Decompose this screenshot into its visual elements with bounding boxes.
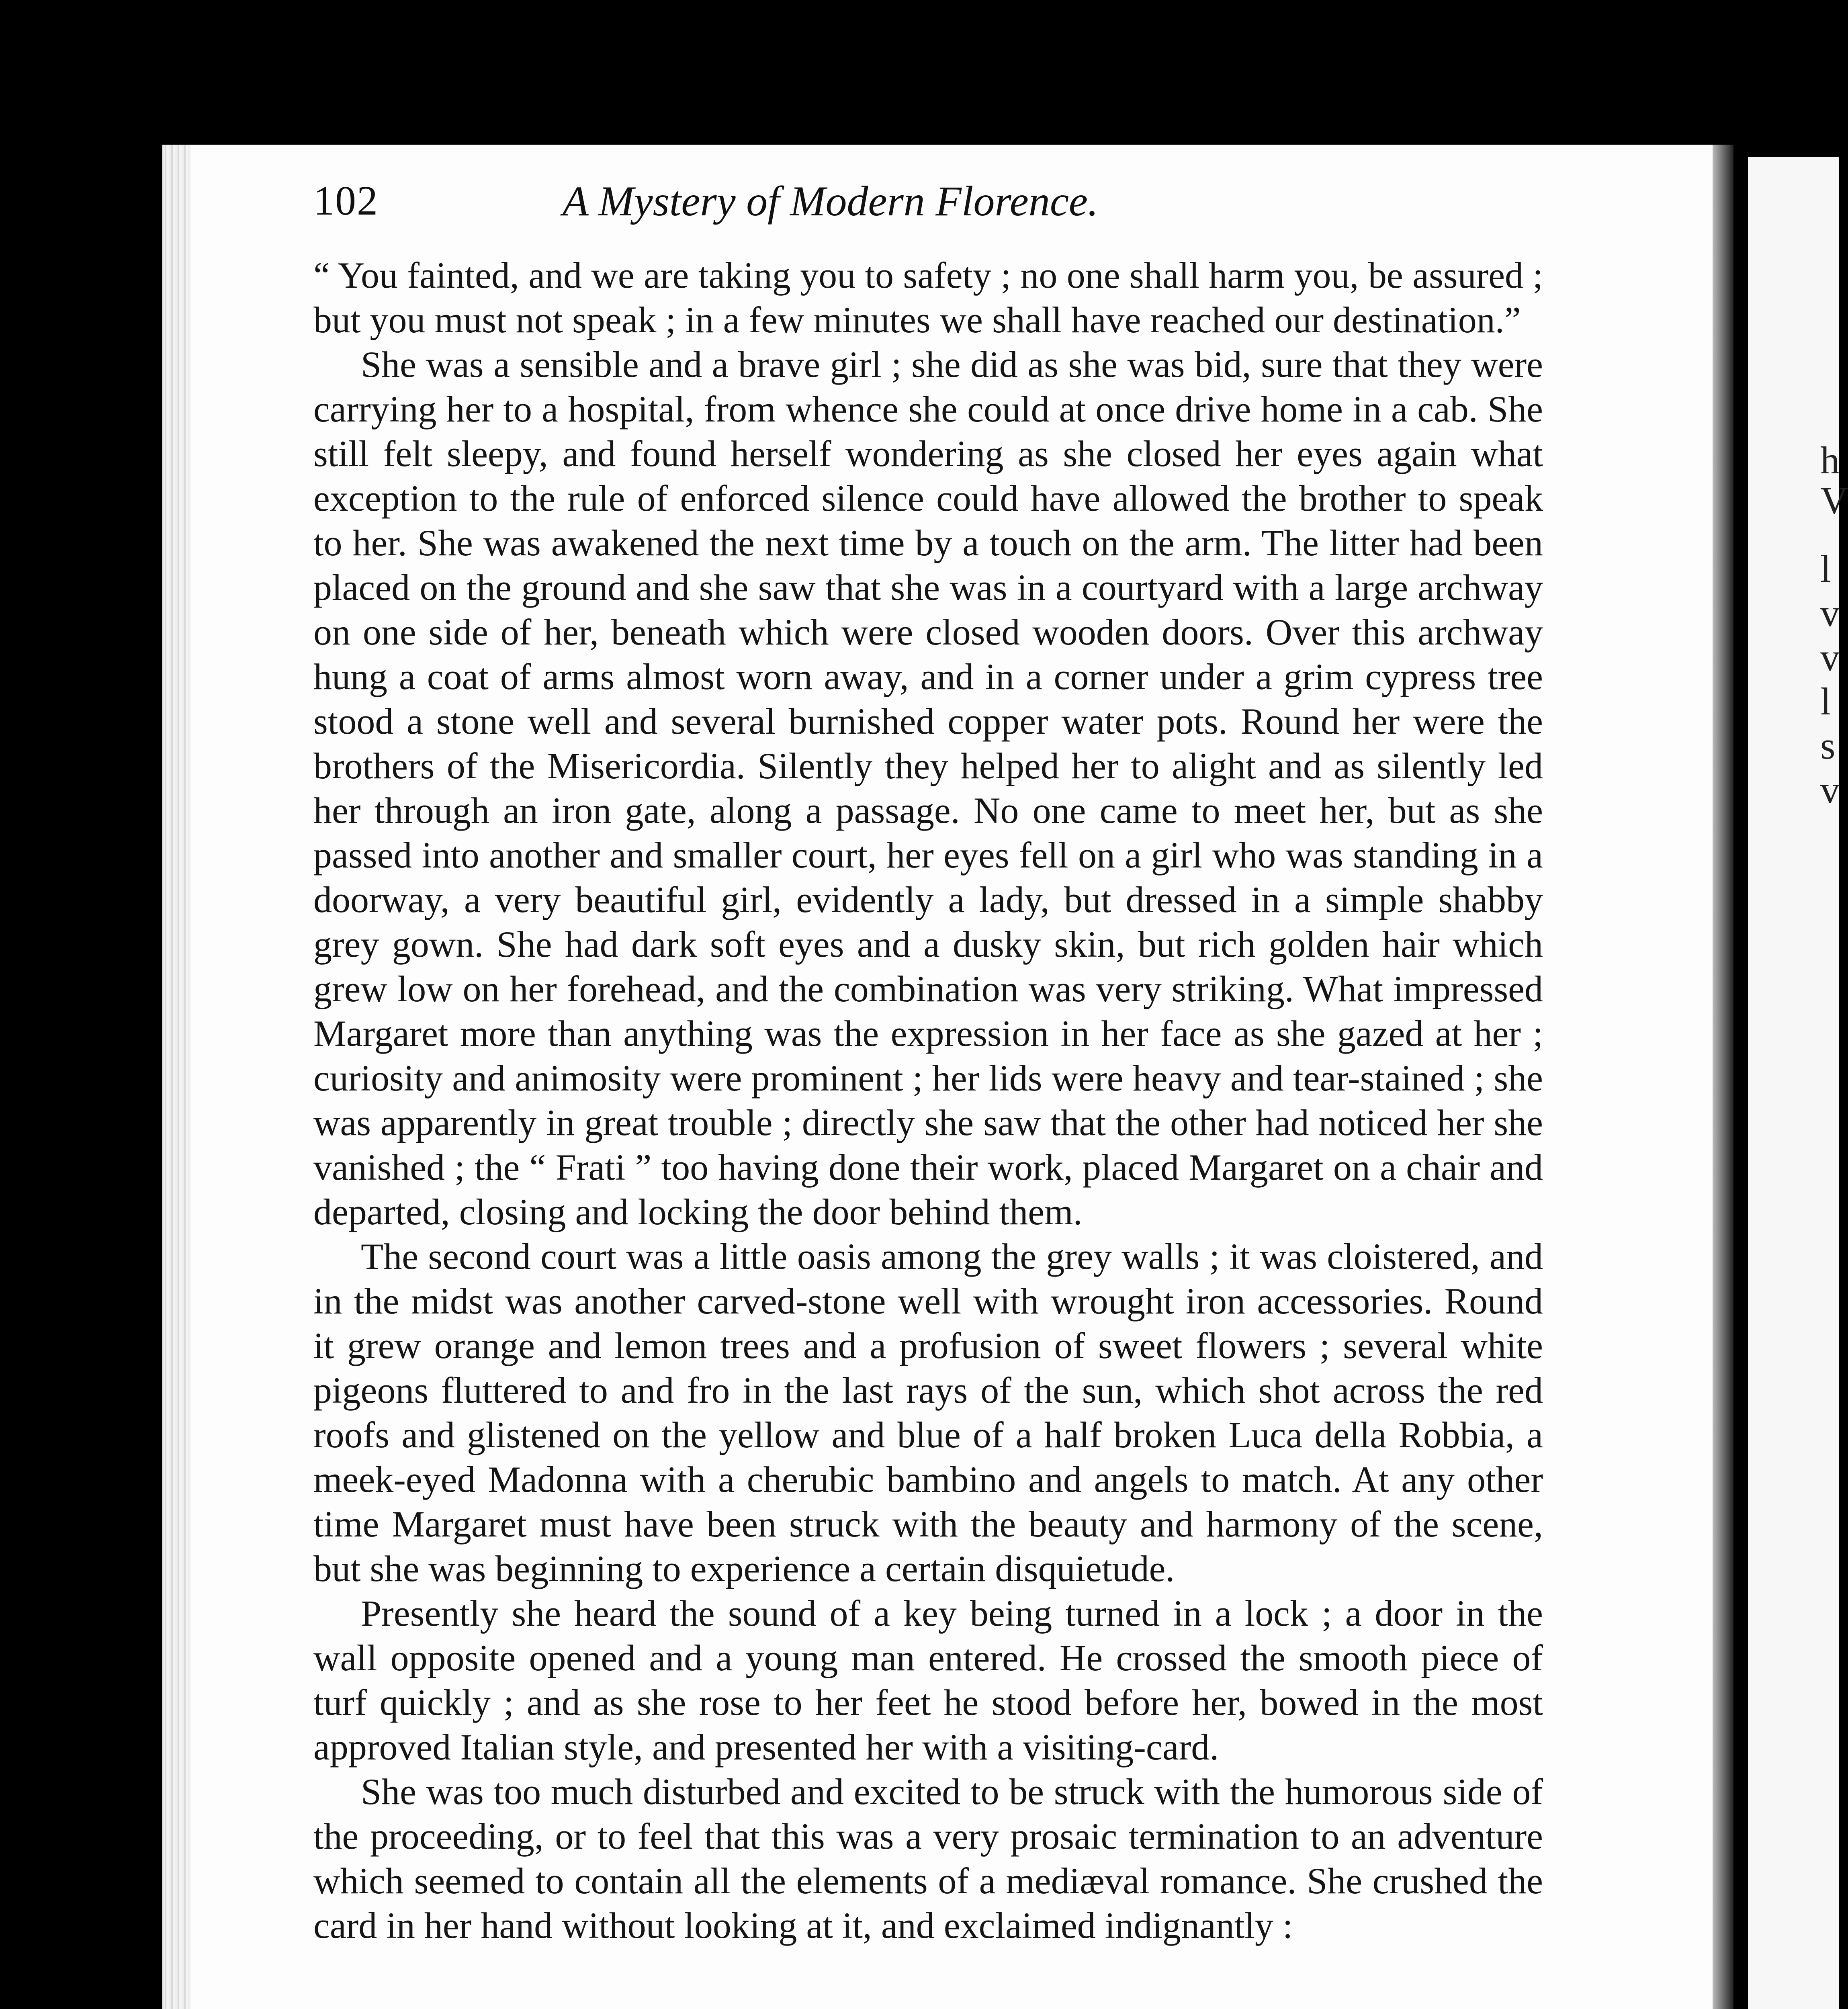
running-title: A Mystery of Modern Florence. (563, 178, 1099, 225)
adjacent-page-letter: V (1820, 479, 1848, 522)
page-header (313, 177, 1543, 237)
adjacent-page-letter: v (1820, 591, 1840, 634)
paragraph: She was a sensible and a brave girl ; she did as she was bid, sure that they were carrying her to a hospital, from whence she could at once drive home in a cab. She still felt sleepy, and found herself wondering as she closed her eyes again what exception to the rule of enforced silence could have allowed the brother to speak to her. She was awakened the next time by a touch on the arm. The litter had been placed on the ground and she saw that she was in a courtyard with a large archway on one side of her, beneath which were closed wooden doors. Over this archway hung a coat of arms almost worn away, and in a corner under a grim cypress tree stood a stone well and several burnished copper water pots. Round her were the brothers of the Misericordia. Silently they helped her to alight and as silently led her through an iron gate, along a passage. No one came to meet her, but as she passed into another and smaller court, her eyes fell on a girl who was standing in a doorway, a very beautiful girl, evidently a lady, but dressed in a simple shabby grey gown. She had dark soft eyes and a dusky skin, but rich golden hair which grew low on her forehead, and the combination was very striking. What impressed Margaret more than anything was the expression in her face as she gazed at her ; curiosity and animosity were prominent ; her lids were heavy and tear-stained ; she was apparently in great trouble ; directly she saw that the other had noticed her she vanished ; the “ Frati ” too having done their work, placed Margaret on a chair and departed, closing and locking the door behind them. (313, 344, 1543, 1232)
adjacent-page-letter: l (1820, 680, 1831, 723)
body-text (313, 253, 1543, 1948)
paragraph: She was too much disturbed and excited to be struck with the humorous side of the proceeding, or to feel that this was a very prosaic termination to an adventure which seemed to contain all the elements of a mediæval romance. She crushed the card in her hand without looking at it, and exclaimed indignantly : (313, 1771, 1543, 1946)
adjacent-page-letter: v (1820, 768, 1840, 811)
page-number: 102 (313, 178, 379, 224)
adjacent-page-letter: h (1820, 439, 1840, 482)
paragraph: Presently she heard the sound of a key being turned in a lock ; a door in the wall opposite opened and a young man entered. He crossed the smooth piece of turf quickly ; and as she rose to her feet he stood before her, bowed in the most approved Italian style, and presented her with a visiting-card. (313, 1593, 1543, 1768)
paragraph: “ You fainted, and we are taking you to safety ; no one shall harm you, be assured ; but you must not speak ; in a few minutes we shall have reached our destination.” (313, 255, 1543, 340)
book-gutter (1713, 145, 1733, 2009)
paragraph: The second court was a little oasis among the grey walls ; it was cloistered, and in the midst was another carved-stone well with wrought iron accessories. Round it grew orange and lemon trees and a profusion of sweet flowers ; several white pigeons fluttered to and fro in the last rays of the sun, which shot across the red roofs and glistened on the yellow and blue of a half broken Luca della Robbia, a meek-eyed Madonna with a cherubic bambino and angels to match. At any other time Margaret must have been struck with the beauty and harmony of the scene, but she was beginning to experience a certain disquietude. (313, 1236, 1543, 1589)
adjacent-page-letter: s (1820, 724, 1836, 767)
page-edge (162, 145, 190, 2009)
adjacent-page-letter: l (1820, 547, 1831, 590)
adjacent-page-edge (1748, 157, 1848, 2009)
adjacent-page-letter: v (1820, 636, 1840, 679)
